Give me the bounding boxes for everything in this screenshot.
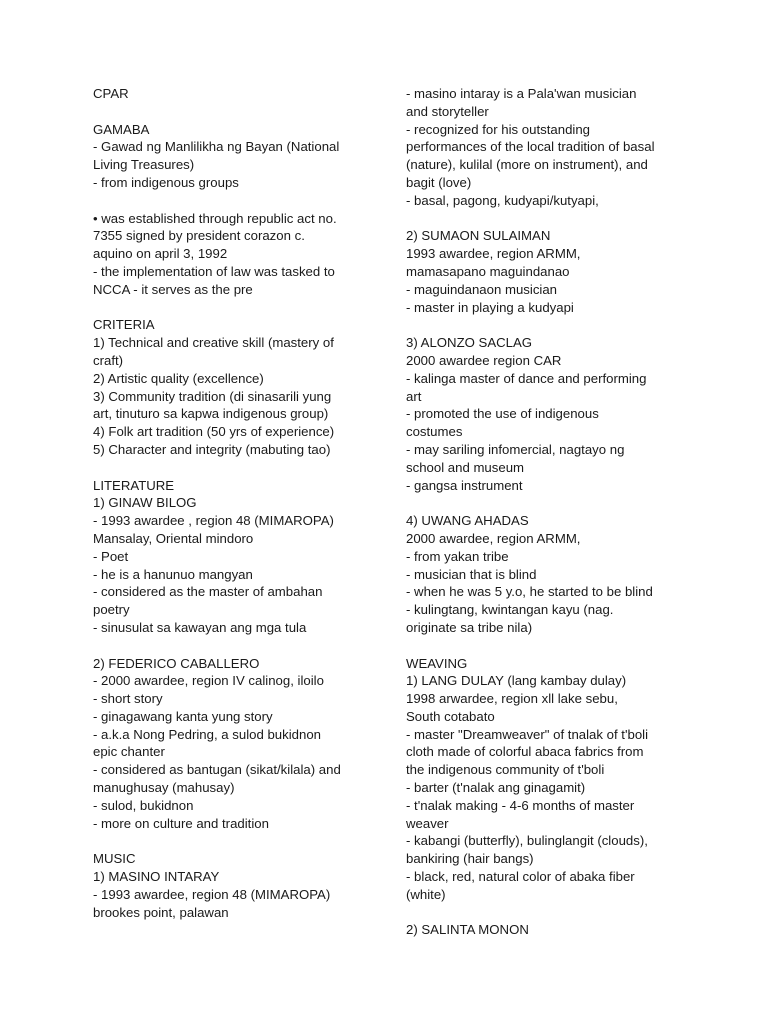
text-line: - may sariling infomercial, nagtayo ng bbox=[406, 441, 625, 457]
text-line: - 1993 awardee , region 48 (MIMAROPA) bbox=[93, 513, 334, 529]
text-line: - sinusulat sa kawayan ang mga tula bbox=[93, 619, 307, 635]
text-line: GAMABA bbox=[93, 121, 150, 137]
text-line: and storyteller bbox=[406, 103, 489, 119]
text-line: - from yakan tribe bbox=[406, 548, 509, 564]
text-line: 2) SUMAON SULAIMAN bbox=[406, 228, 551, 244]
blank-line bbox=[406, 637, 696, 655]
blank-line bbox=[406, 210, 696, 228]
text-line: 2000 awardee, region ARMM, bbox=[406, 530, 581, 546]
text-line: bagit (love) bbox=[406, 174, 472, 190]
text-line: - 2000 awardee, region IV calinog, iloilo bbox=[93, 673, 324, 689]
text-line: brookes point, palawan bbox=[93, 904, 229, 920]
text-line: school and museum bbox=[406, 459, 525, 475]
text-line: originate sa tribe nila) bbox=[406, 619, 533, 635]
text-line: - kabangi (butterfly), bulinglangit (clouds), bbox=[406, 833, 648, 849]
text-line: bankiring (hair bangs) bbox=[406, 851, 534, 867]
text-line: - ginagawang kanta yung story bbox=[93, 708, 273, 724]
left-column bbox=[93, 85, 373, 921]
text-line: CPAR bbox=[93, 86, 129, 101]
text-line: - from indigenous groups bbox=[93, 174, 239, 190]
text-line: - musician that is blind bbox=[406, 566, 537, 582]
text-line: 2) SALINTA MONON bbox=[406, 922, 529, 938]
text-line: (white) bbox=[406, 886, 446, 902]
text-line: - kulingtang, kwintangan kayu (nag. bbox=[406, 602, 614, 618]
text-line: - masino intaray is a Pala'wan musician bbox=[406, 86, 637, 101]
text-line: - kalinga master of dance and performing bbox=[406, 370, 647, 386]
text-line: 3) ALONZO SACLAG bbox=[406, 335, 533, 351]
blank-line bbox=[93, 832, 373, 850]
text-line: art bbox=[406, 388, 422, 404]
text-line: the indigenous community of t'boli bbox=[406, 762, 605, 778]
text-line: art, tinuturo sa kapwa indigenous group) bbox=[93, 406, 329, 422]
text-line: 1) LANG DULAY (lang kambay dulay) bbox=[406, 673, 627, 689]
blank-line bbox=[93, 637, 373, 655]
text-line: - recognized for his outstanding bbox=[406, 121, 591, 137]
text-line: CRITERIA bbox=[93, 317, 155, 333]
text-line: - he is a hanunuo mangyan bbox=[93, 566, 253, 582]
text-line: - t'nalak making - 4-6 months of master bbox=[406, 797, 635, 813]
text-line: 4) UWANG AHADAS bbox=[406, 513, 529, 529]
text-line: - promoted the use of indigenous bbox=[406, 406, 599, 422]
text-line: 1993 awardee, region ARMM, bbox=[406, 246, 581, 262]
text-line: - a.k.a Nong Pedring, a sulod bukidnon bbox=[93, 726, 321, 742]
blank-line bbox=[406, 494, 696, 512]
text-line: • was established through republic act no. bbox=[93, 210, 337, 226]
text-line: - 1993 awardee, region 48 (MIMAROPA) bbox=[93, 886, 331, 902]
text-line: 2) FEDERICO CABALLERO bbox=[93, 655, 260, 671]
text-line: craft) bbox=[93, 352, 124, 368]
text-line: (nature), kulilal (more on instrument), and bbox=[406, 157, 648, 173]
text-line: MUSIC bbox=[93, 851, 136, 867]
text-line: cloth made of colorful abaca fabrics from bbox=[406, 744, 644, 760]
text-line: performances of the local tradition of basal bbox=[406, 139, 655, 155]
blank-line bbox=[406, 316, 696, 334]
text-line: 7355 signed by president corazon c. bbox=[93, 228, 305, 244]
text-line: weaver bbox=[406, 815, 449, 831]
text-line: - barter (t'nalak ang ginagamit) bbox=[406, 780, 586, 796]
text-line: 5) Character and integrity (mabuting tao) bbox=[93, 441, 331, 457]
text-line: LITERATURE bbox=[93, 477, 175, 493]
text-line: 2) Artistic quality (excellence) bbox=[93, 370, 264, 386]
text-line: - considered as bantugan (sikat/kilala) and bbox=[93, 762, 341, 778]
text-line: - when he was 5 y.o, he started to be blind bbox=[406, 584, 653, 600]
text-line: 3) Community tradition (di sinasarili yung bbox=[93, 388, 332, 404]
text-line: - basal, pagong, kudyapi/kutyapi, bbox=[406, 192, 599, 208]
text-line: - Gawad ng Manlilikha ng Bayan (National bbox=[93, 139, 340, 155]
text-line: - sulod, bukidnon bbox=[93, 797, 194, 813]
text-line: 1) GINAW BILOG bbox=[93, 495, 197, 511]
text-line: poetry bbox=[93, 602, 130, 618]
right-column bbox=[406, 85, 696, 939]
blank-line bbox=[93, 299, 373, 317]
text-line: South cotabato bbox=[406, 708, 495, 724]
text-line: - master in playing a kudyapi bbox=[406, 299, 574, 315]
text-line: mamasapano maguindanao bbox=[406, 263, 570, 279]
blank-line bbox=[93, 103, 373, 121]
text-line: manughusay (mahusay) bbox=[93, 780, 235, 796]
text-line: aquino on april 3, 1992 bbox=[93, 246, 228, 262]
text-line: 1) MASINO INTARAY bbox=[93, 869, 220, 885]
blank-line bbox=[93, 192, 373, 210]
text-line: Living Treasures) bbox=[93, 157, 195, 173]
text-line: Mansalay, Oriental mindoro bbox=[93, 530, 254, 546]
text-line: - Poet bbox=[93, 548, 129, 564]
text-line: - more on culture and tradition bbox=[93, 815, 269, 831]
text-line: WEAVING bbox=[406, 655, 468, 671]
text-line: epic chanter bbox=[93, 744, 165, 760]
text-line: - the implementation of law was tasked to bbox=[93, 263, 335, 279]
text-line: - gangsa instrument bbox=[406, 477, 523, 493]
text-line: 4) Folk art tradition (50 yrs of experience) bbox=[93, 424, 335, 440]
text-line: - considered as the master of ambahan bbox=[93, 584, 323, 600]
text-line: 1998 arwardee, region xll lake sebu, bbox=[406, 691, 618, 707]
text-line: costumes bbox=[406, 424, 463, 440]
text-line: 2000 awardee region CAR bbox=[406, 352, 562, 368]
text-line: - short story bbox=[93, 691, 163, 707]
blank-line bbox=[93, 459, 373, 477]
blank-line bbox=[406, 904, 696, 922]
text-line: 1) Technical and creative skill (mastery of bbox=[93, 335, 334, 351]
text-line: NCCA - it serves as the pre bbox=[93, 281, 253, 297]
text-line: - black, red, natural color of abaka fiber bbox=[406, 869, 635, 885]
text-line: - maguindanaon musician bbox=[406, 281, 558, 297]
text-line: - master "Dreamweaver" of tnalak of t'boli bbox=[406, 726, 649, 742]
